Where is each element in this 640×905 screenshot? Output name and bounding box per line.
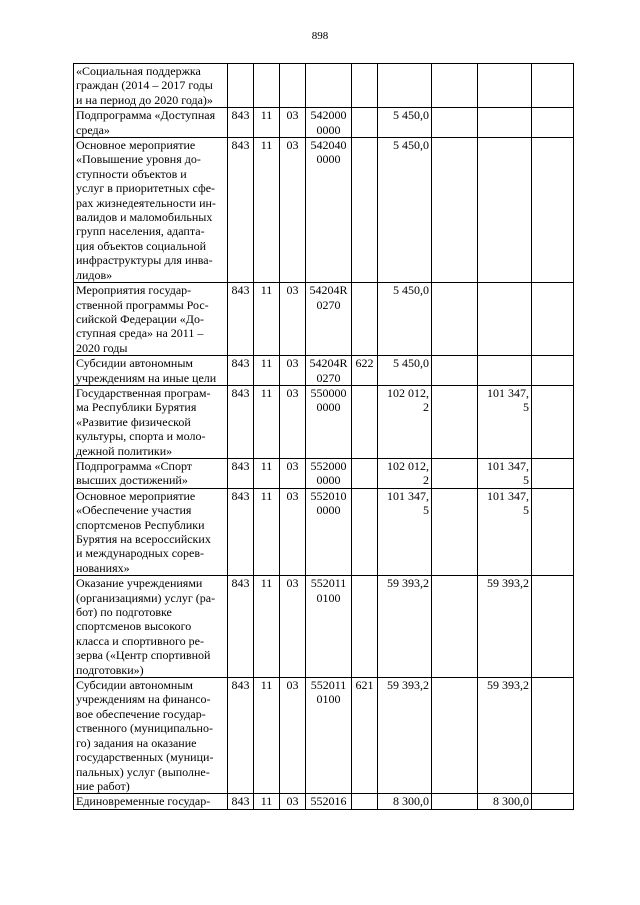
amount-cell-1: 101 347, 5 [378,488,432,575]
row-name-text: Мероприятия государ- ственной программы Рос- сийской Федерации «До- ступная среда» на 2011 – 2020 годы [76,283,209,355]
amount-cell-4 [532,488,574,575]
table-row [74,283,574,356]
amount-cell-1: 5 450,0 [378,283,432,356]
section-code-cell: 11 [254,794,280,809]
subsection-code-cell: 03 [280,356,306,386]
expense-type-cell [352,108,378,138]
expense-type-cell [352,64,378,108]
amount-cell-2 [432,576,478,678]
subsection-code-cell: 03 [280,108,306,138]
page-number: 898 [311,30,329,42]
amount-cell-1: 59 393,2 [378,576,432,678]
amount-cell-4 [532,576,574,678]
section-code-cell: 11 [254,385,280,458]
ved-code-cell: 843 [228,794,254,809]
amount-cell-1 [378,64,432,108]
target-article-cell: 542040 0000 [306,138,352,283]
ved-code-cell: 843 [228,488,254,575]
amount-cell-4 [532,64,574,108]
section-code-cell [254,64,280,108]
section-code-cell: 11 [254,138,280,283]
target-article-cell: 552016 [306,794,352,809]
section-code-cell: 11 [254,678,280,794]
row-name-text: Основное мероприятие «Повышение уровня до- ступности объектов и услуг в приоритетных сфе- рах жизнедеятельности ин- валидов и маломобильных групп населения, адапта- ция объектов социальной инфраструктуры для инва- лидов» [76,138,216,282]
ved-code-cell: 843 [228,458,254,488]
section-code-cell: 11 [254,108,280,138]
amount-cell-2 [432,385,478,458]
target-article-cell: 550000 0000 [306,385,352,458]
amount-cell-2 [432,138,478,283]
subsection-code-cell [280,64,306,108]
amount-cell-1: 102 012, 2 [378,385,432,458]
amount-cell-2 [432,108,478,138]
amount-cell-3: 101 347, 5 [478,385,532,458]
amount-cell-1: 8 300,0 [378,794,432,809]
table-row [74,64,574,108]
row-name-text: Государственная програм- ма Республики Бурятия «Развитие физической культуры, спорта и моло- дежной политики» [76,385,211,458]
amount-cell-3 [478,283,532,356]
table-row [74,458,574,488]
amount-cell-2 [432,64,478,108]
row-name-text: Основное мероприятие «Обеспечение участия спортсменов Республики Бурятия на всероссийских и международных сорев- нованиях» [76,488,211,575]
amount-cell-3: 8 300,0 [478,794,532,809]
target-article-cell: 54204R 0270 [306,283,352,356]
subsection-code-cell: 03 [280,794,306,809]
row-name-text: Оказание учреждениями (организациями) услуг (ра- бот) по подготовке спортсменов высокого класса и спортивного ре- зерва («Центр спортивной подготовки») [76,576,216,677]
row-name-cell [74,794,228,809]
amount-cell-1: 5 450,0 [378,108,432,138]
section-code-cell: 11 [254,576,280,678]
row-name-cell [74,678,228,794]
amount-cell-3 [478,356,532,386]
amount-cell-3 [478,138,532,283]
target-article-cell: 552010 0000 [306,488,352,575]
row-name-text: Субсидии автономным учреждениям на финансо- вое обеспечение государ- ственного (муниципально- го) задания на оказание государственных (муници- пальных) услуг (выполне- ние работ) [76,678,214,793]
row-name-text: «Социальная поддержка граждан (2014 – 2017 годы и на период до 2020 года)» [76,64,213,107]
ved-code-cell: 843 [228,283,254,356]
expense-type-cell: 622 [352,356,378,386]
table-row [74,794,574,809]
expense-type-cell [352,794,378,809]
target-article-cell [306,64,352,108]
section-code-cell: 11 [254,283,280,356]
ved-code-cell: 843 [228,108,254,138]
expense-type-cell [352,385,378,458]
amount-cell-1: 5 450,0 [378,356,432,386]
row-name-cell [74,283,228,356]
subsection-code-cell: 03 [280,488,306,575]
expense-type-cell [352,458,378,488]
target-article-cell: 552011 0100 [306,678,352,794]
table-row [74,138,574,283]
row-name-text: Субсидии автономным учреждениям на иные цели [76,356,217,385]
table-row [74,108,574,138]
amount-cell-4 [532,458,574,488]
subsection-code-cell: 03 [280,678,306,794]
amount-cell-2 [432,356,478,386]
amount-cell-4 [532,283,574,356]
row-name-cell [74,576,228,678]
section-code-cell: 11 [254,488,280,575]
ved-code-cell: 843 [228,678,254,794]
ved-code-cell [228,64,254,108]
amount-cell-4 [532,794,574,809]
expense-type-cell [352,488,378,575]
row-name-text: Единовременные государ- [76,794,211,809]
amount-cell-4 [532,356,574,386]
row-name-cell [74,64,228,108]
row-name-cell [74,138,228,283]
row-name-cell [74,458,228,488]
table-row [74,488,574,575]
amount-cell-2 [432,794,478,809]
row-name-text: Подпрограмма «Спорт высших достижений» [76,458,193,488]
row-name-text: Подпрограмма «Доступная среда» [76,108,216,137]
table-row [74,576,574,678]
table-row [74,356,574,386]
expense-type-cell [352,576,378,678]
table-row [74,385,574,458]
row-name-cell [74,356,228,386]
amount-cell-3: 59 393,2 [478,576,532,678]
amount-cell-4 [532,108,574,138]
amount-cell-2 [432,283,478,356]
amount-cell-1: 102 012, 2 [378,458,432,488]
target-article-cell: 552000 0000 [306,458,352,488]
amount-cell-3: 101 347, 5 [478,458,532,488]
subsection-code-cell: 03 [280,385,306,458]
amount-cell-4 [532,385,574,458]
target-article-cell: 552011 0100 [306,576,352,678]
amount-cell-4 [532,138,574,283]
amount-cell-4 [532,678,574,794]
amount-cell-3: 101 347, 5 [478,488,532,575]
expense-type-cell [352,138,378,283]
ved-code-cell: 843 [228,138,254,283]
subsection-code-cell: 03 [280,458,306,488]
section-code-cell: 11 [254,458,280,488]
target-article-cell: 542000 0000 [306,108,352,138]
row-name-cell [74,108,228,138]
table-row [74,678,574,794]
amount-cell-3 [478,64,532,108]
section-code-cell: 11 [254,356,280,386]
row-name-cell [74,385,228,458]
target-article-cell: 54204R 0270 [306,356,352,386]
row-name-cell [74,488,228,575]
amount-cell-2 [432,458,478,488]
amount-cell-1: 59 393,2 [378,678,432,794]
subsection-code-cell: 03 [280,138,306,283]
amount-cell-2 [432,488,478,575]
expense-type-cell: 621 [352,678,378,794]
ved-code-cell: 843 [228,356,254,386]
subsection-code-cell: 03 [280,283,306,356]
ved-code-cell: 843 [228,385,254,458]
budget-table [73,63,574,810]
ved-code-cell: 843 [228,576,254,678]
amount-cell-3: 59 393,2 [478,678,532,794]
subsection-code-cell: 03 [280,576,306,678]
amount-cell-1: 5 450,0 [378,138,432,283]
expense-type-cell [352,283,378,356]
amount-cell-2 [432,678,478,794]
amount-cell-3 [478,108,532,138]
